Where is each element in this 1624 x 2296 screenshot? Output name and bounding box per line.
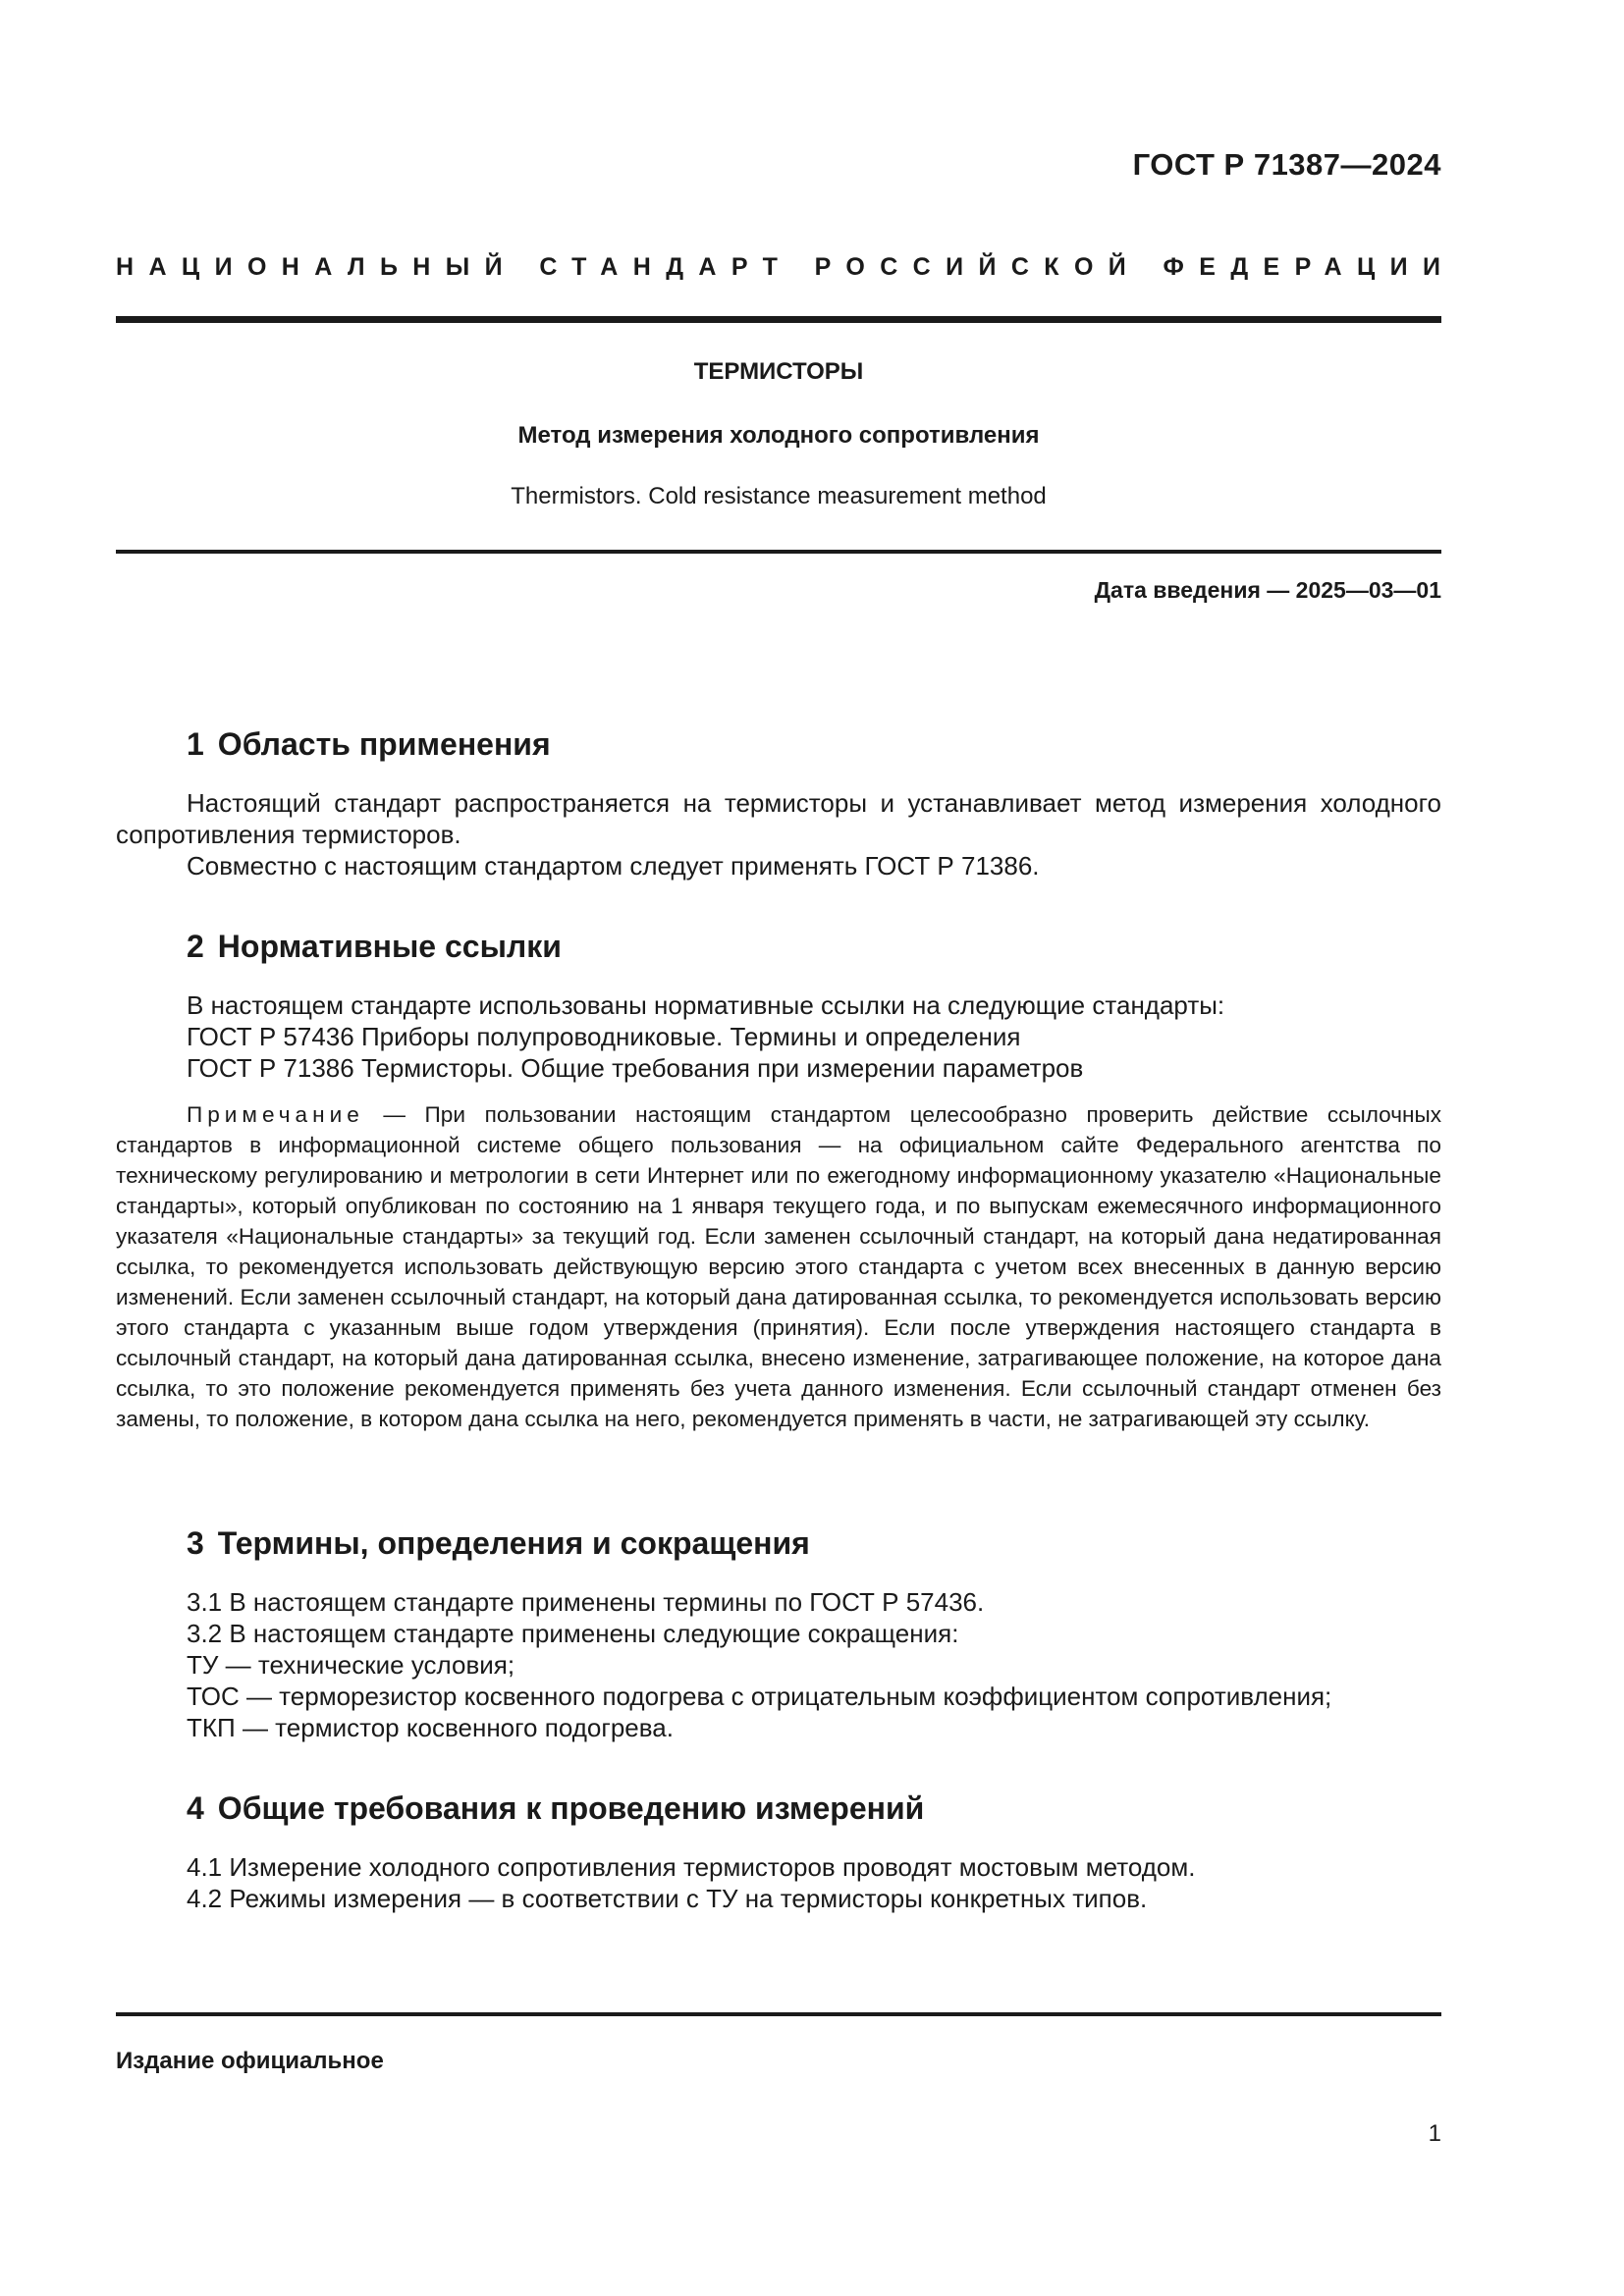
- footer-divider: [116, 2012, 1441, 2016]
- section-3-heading: [187, 1525, 810, 1562]
- standard-title-english: Thermistors. Cold resistance measurement method: [511, 483, 1047, 509]
- section-title: Термины, определения и сокращения: [217, 1525, 810, 1561]
- section-number: 1: [187, 726, 204, 762]
- section-number: 3: [187, 1525, 204, 1561]
- section-1-paragraph-2: Совместно с настоящим стандартом следует применять ГОСТ Р 71386.: [187, 851, 1040, 881]
- section-1-heading: [187, 726, 551, 763]
- abbreviation-tos: ТОС — терморезистор косвенного подогрева с отрицательным коэффициентом сопротивления;: [187, 1682, 1332, 1711]
- section-4-item-2: 4.2 Режимы измерения — в соответствии с ТУ на термисторы конкретных типов.: [187, 1884, 1148, 1913]
- section-2-note: [116, 1099, 1441, 1434]
- standard-title: ТЕРМИСТОРЫ: [693, 358, 864, 385]
- abbreviation-tu: ТУ — технические условия;: [187, 1650, 515, 1680]
- document-page: [116, 0, 1456, 2296]
- section-2-intro: В настоящем стандарте использованы нормативные ссылки на следующие стандарты:: [187, 990, 1225, 1020]
- title-divider: [116, 550, 1441, 554]
- section-4-heading: [187, 1790, 924, 1827]
- section-title: Область применения: [217, 726, 551, 762]
- page-number: 1: [1428, 2120, 1441, 2147]
- section-number: 2: [187, 929, 204, 964]
- note-text: — При пользовании настоящим стандартом целесообразно проверить действие ссылочных стандартов в информационной системе общего пользования — на официальном сайте Федерального агентства по техническому регулированию и метрологии в сети Интернет или по ежегодному информационному указателю «Национальные стандарты», который опубликован по состоянию на 1 января текущего года, и по выпускам ежемесячного информационного указателя «Национальные стандарты» за текущий год. Если заменен ссылочный стандарт, на который дана недатированная ссылка, то рекомендуется использовать действующую версию этого стандарта с учетом всех внесенных в данную версию изменений. Если заменен ссылочный стандарт, на который дана датированная ссылка, то рекомендуется использовать версию этого стандарта с указанным выше годом утверждения (принятия). Если после утверждения настоящего стандарта в ссылочный стандарт, на который дана датированная ссылка, внесено изменение, затрагивающее положение, на которое дана ссылка, то это положение рекомендуется применять без учета данного изменения. Если ссылочный стандарт отменен без замены, то положение, в котором дана ссылка на него, рекомендуется применять в части, не затрагивающей эту ссылку.: [116, 1102, 1441, 1431]
- standard-subtitle: Метод измерения холодного сопротивления: [517, 422, 1040, 449]
- section-3-item-1: 3.1 В настоящем стандарте применены термины по ГОСТ Р 57436.: [187, 1587, 985, 1617]
- section-2-heading: [187, 929, 562, 965]
- section-title: Нормативные ссылки: [217, 929, 562, 964]
- normative-reference-1: ГОСТ Р 57436 Приборы полупроводниковые. Термины и определения: [187, 1022, 1021, 1051]
- section-title: Общие требования к проведению измерений: [217, 1790, 925, 1826]
- abbreviation-tkp: ТКП — термистор косвенного подогрева.: [187, 1713, 674, 1742]
- normative-reference-2: ГОСТ Р 71386 Термисторы. Общие требования при измерении параметров: [187, 1053, 1084, 1083]
- organization-title: НАЦИОНАЛЬНЫЙ СТАНДАРТ РОССИЙСКОЙ ФЕДЕРАЦИИ: [116, 253, 1456, 281]
- official-edition-label: Издание официальное: [116, 2048, 384, 2074]
- note-label: Примечание: [187, 1102, 364, 1127]
- section-1-paragraph-1: Настоящий стандарт распространяется на термисторы и устанавливает метод измерения холодного сопротивления термисторов.: [116, 788, 1441, 849]
- section-number: 4: [187, 1790, 204, 1826]
- introduction-date: Дата введения — 2025—03—01: [1094, 577, 1441, 603]
- document-code: ГОСТ Р 71387—2024: [1132, 147, 1441, 182]
- header-divider: [116, 316, 1441, 323]
- section-4-item-1: 4.1 Измерение холодного сопротивления термисторов проводят мостовым методом.: [187, 1852, 1196, 1882]
- section-3-item-2: 3.2 В настоящем стандарте применены следующие сокращения:: [187, 1619, 959, 1648]
